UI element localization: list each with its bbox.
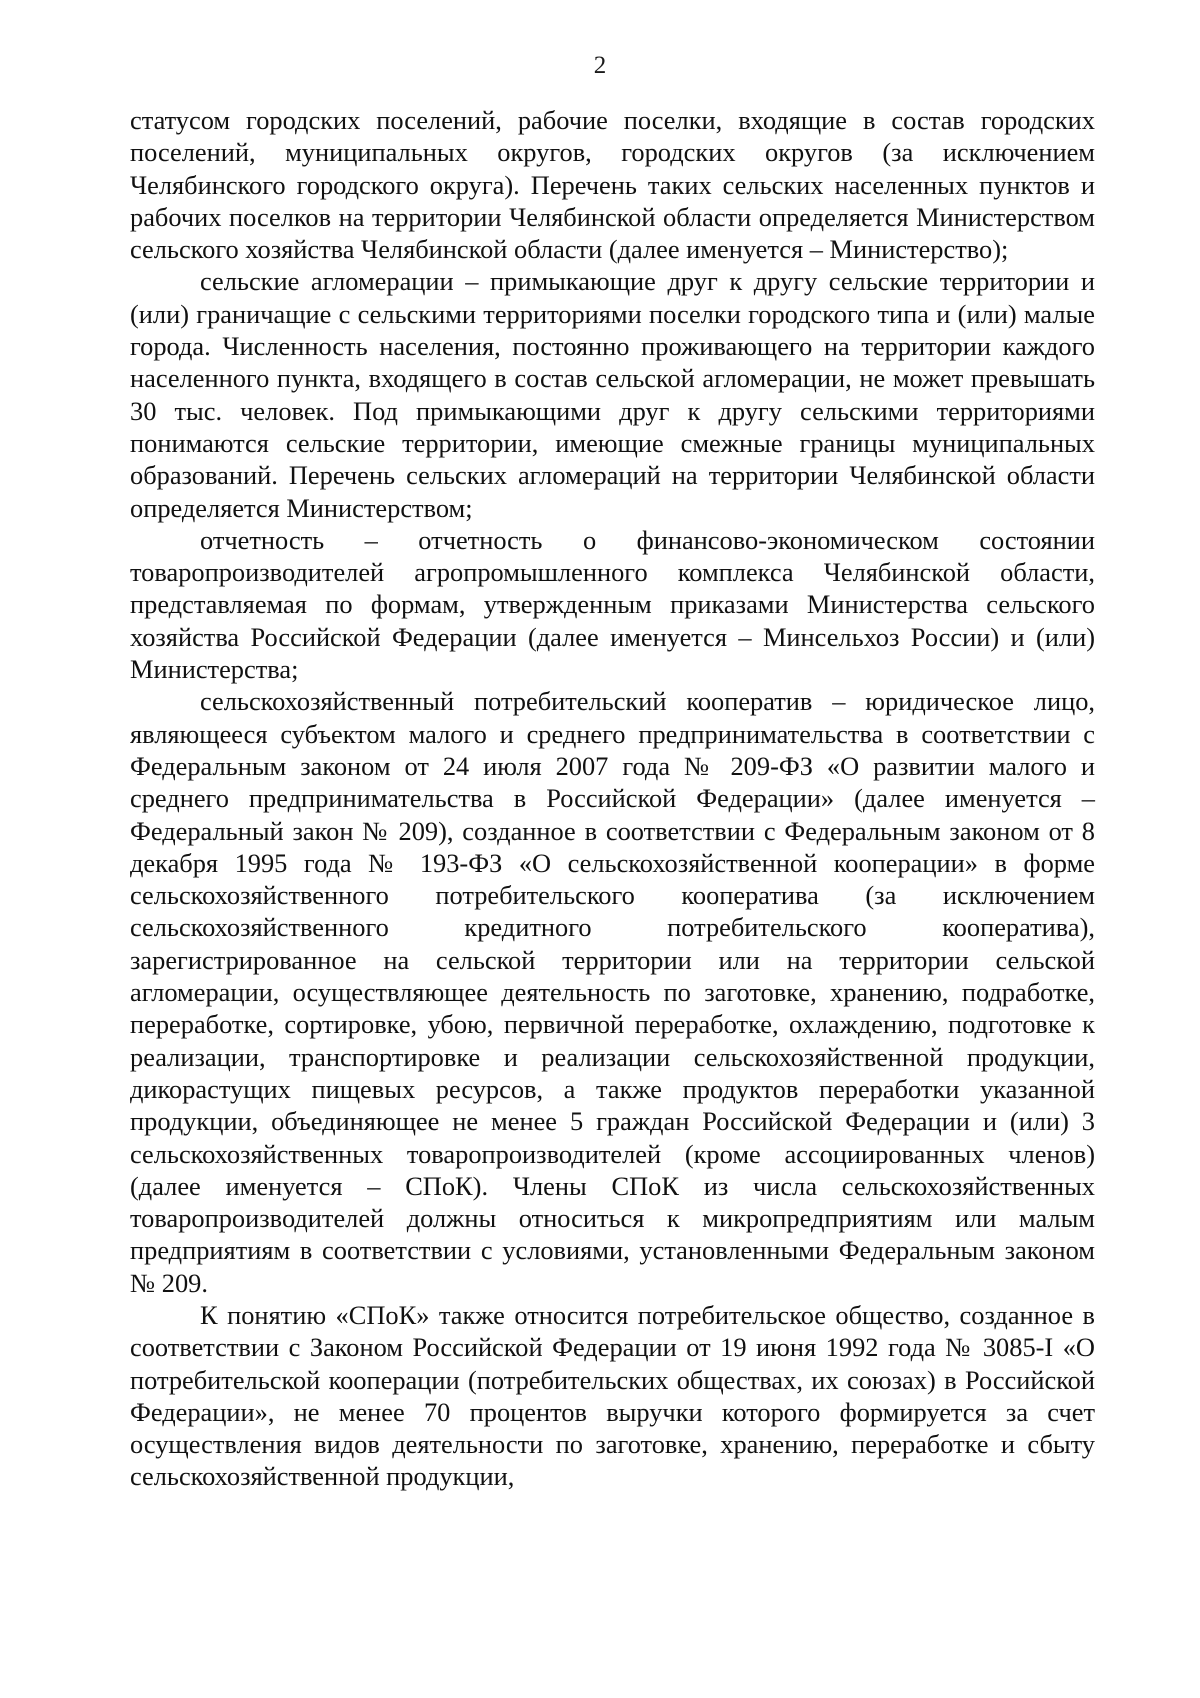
paragraph-reporting: отчетность – отчетность о финансово-экономическом состоянии товаропроизводителей агропромышленного комплекса Челябинской области, представляемая по формам, утвержденным приказами Министерства сельского хозяйства Российской Федерации (далее именуется – Минсельхоз России) и (или) Министерства;: [130, 524, 1095, 685]
paragraph-rural-agglomerations: сельские агломерации – примыкающие друг к другу сельские территории и (или) граничащие с сельскими территориями поселки городского типа и (или) малые города. Численность населения, постоянно проживающего на территории каждого населенного пункта, входящего в состав сельской агломерации, не может превышать 30 тыс. человек. Под примыкающими друг к другу сельскими территориями понимаются сельские территории, имеющие смежные границы муниципальных образований. Перечень сельских агломераций на территории Челябинской области определяется Министерством;: [130, 266, 1095, 523]
document-body: [130, 104, 1095, 1493]
paragraph-consumer-society: К понятию «СПоК» также относится потребительское общество, созданное в соответствии с Законом Российской Федерации от 19 июня 1992 года № 3085-I «О потребительской кооперации (потребительских обществах, их союзах) в Российской Федерации», не менее 70 процентов выручки которого формируется за счет осуществления видов деятельности по заготовке, хранению, переработке и сбыту сельскохозяйственной продукции,: [130, 1299, 1095, 1492]
paragraph-cooperative: сельскохозяйственный потребительский кооператив – юридическое лицо, являющееся субъектом малого и среднего предпринимательства в соответствии с Федеральным законом от 24 июля 2007 года № 209-ФЗ «О развитии малого и среднего предпринимательства в Российской Федерации» (далее именуется – Федеральный закон № 209), созданное в соответствии с Федеральным законом от 8 декабря 1995 года № 193-ФЗ «О сельскохозяйственной кооперации» в форме сельскохозяйственного потребительского кооператива (за исключением сельскохозяйственного кредитного потребительского кооператива), зарегистрированное на сельской территории или на территории сельской агломерации, осуществляющее деятельность по заготовке, хранению, подработке, переработке, сортировке, убою, первичной переработке, охлаждению, подготовке к реализации, транспортировке и реализации сельскохозяйственной продукции, дикорастущих пищевых ресурсов, а также продуктов переработки указанной продукции, объединяющее не менее 5 граждан Российской Федерации и (или) 3 сельскохозяйственных товаропроизводителей (кроме ассоциированных членов) (далее именуется – СПоК). Члены СПоК из числа сельскохозяйственных товаропроизводителей должны относиться к микропредприятиям или малым предприятиям в соответствии с условиями, установленными Федеральным законом № 209.: [130, 686, 1095, 1298]
paragraph-continuation: статусом городских поселений, рабочие поселки, входящие в состав городских поселений, муниципальных округов, городских округов (за исключением Челябинского городского округа). Перечень таких сельских населенных пунктов и рабочих поселков на территории Челябинской области определяется Министерством сельского хозяйства Челябинской области (далее именуется – Министерство);: [130, 105, 1095, 265]
page-number: 2: [593, 52, 607, 79]
